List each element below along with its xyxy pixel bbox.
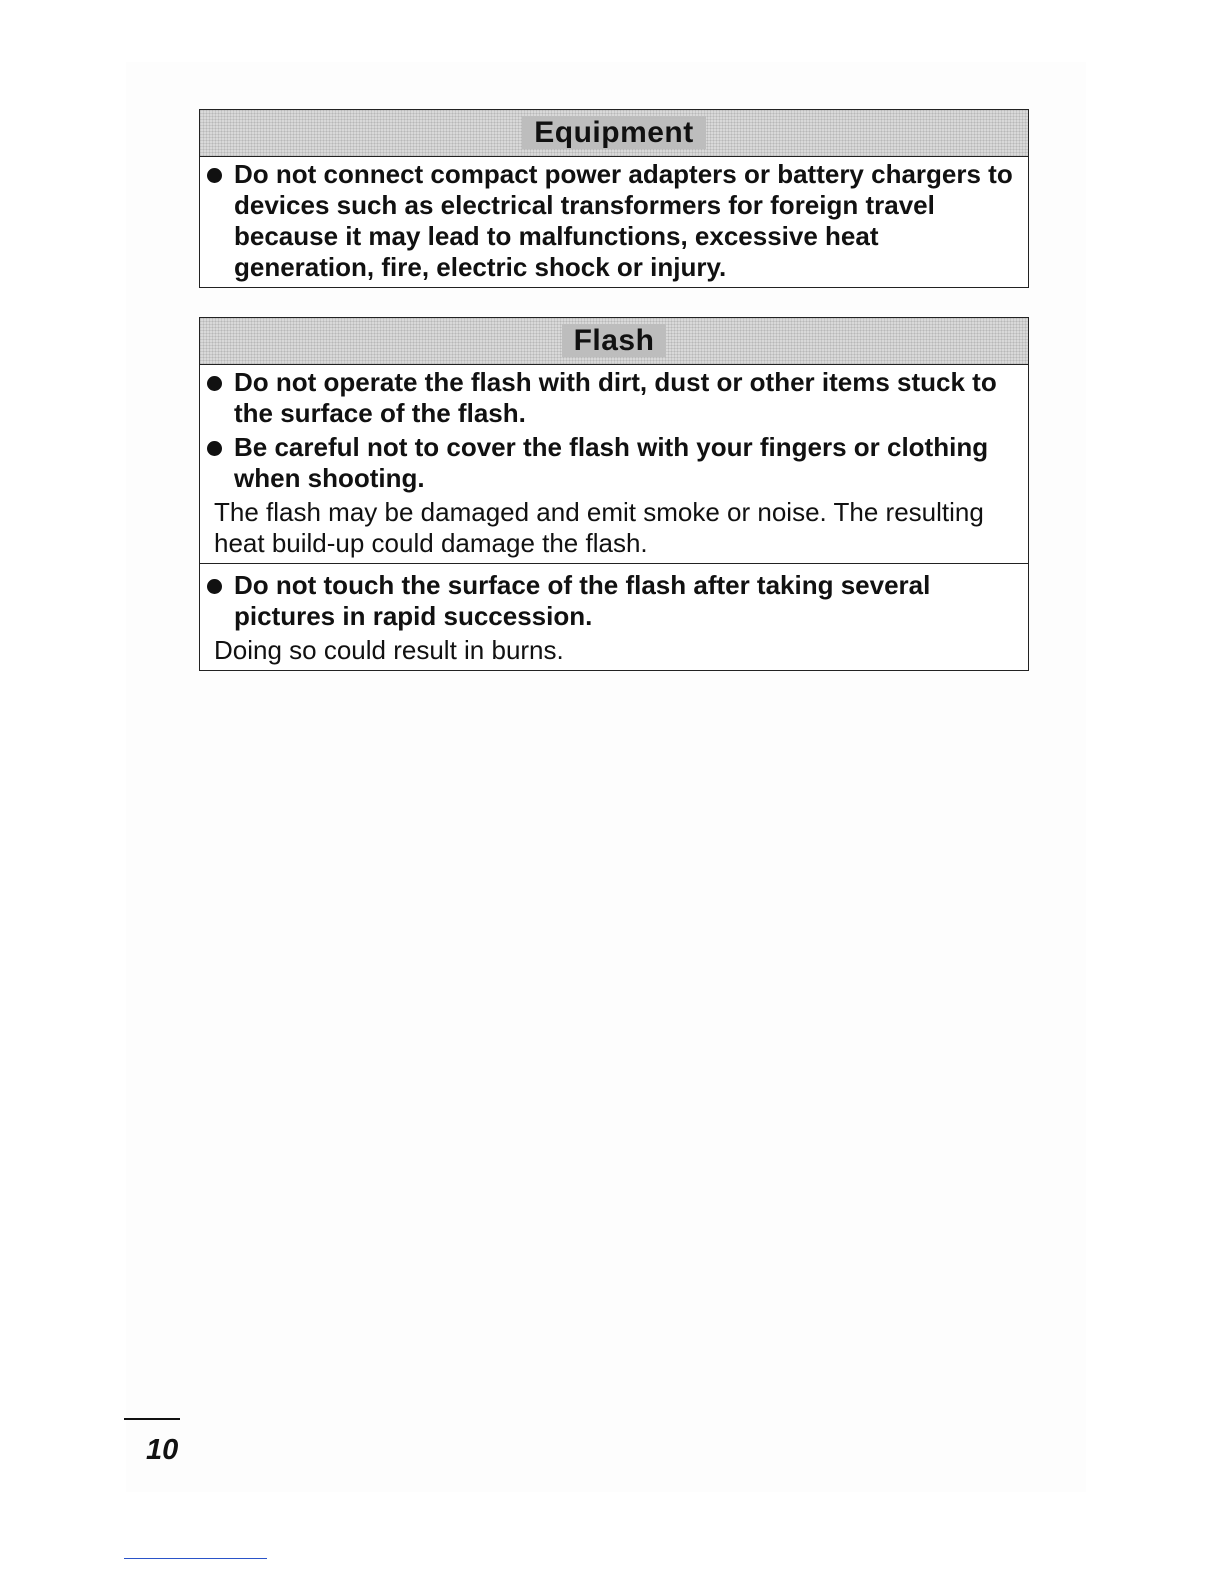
flash-item-cover: Be careful not to cover the flash with your fingers or clothing when shooting. xyxy=(200,432,1020,494)
flash-section-1 xyxy=(200,365,1028,563)
flash-note-damage: The flash may be damaged and emit smoke or noise. The resulting heat build-up could damage the flash. xyxy=(214,497,984,558)
equipment-caution-box xyxy=(199,109,1029,288)
equipment-heading xyxy=(200,110,1028,157)
flash-note-burns: Doing so could result in burns. xyxy=(214,635,564,665)
page-number-rule xyxy=(124,1418,180,1420)
flash-caution-box xyxy=(199,317,1029,671)
flash-section-2 xyxy=(200,564,1028,670)
flash-heading xyxy=(200,318,1028,365)
flash-item-dirt: Do not operate the flash with dirt, dust or other items stuck to the surface of the flash. xyxy=(200,367,1020,429)
equipment-heading-label: Equipment xyxy=(522,116,706,149)
equipment-section xyxy=(200,157,1028,287)
equipment-item: Do not connect compact power adapters or battery chargers to devices such as electrical transformers for foreign travel because it may lead to malfunctions, excessive heat generation, fire, electric shock or injury. xyxy=(200,159,1020,283)
flash-item-touch: Do not touch the surface of the flash after taking several pictures in rapid succession. xyxy=(200,570,1020,632)
page-number: 10 xyxy=(146,1434,179,1466)
footer-link-underline xyxy=(124,1558,267,1559)
flash-heading-label: Flash xyxy=(562,324,667,357)
